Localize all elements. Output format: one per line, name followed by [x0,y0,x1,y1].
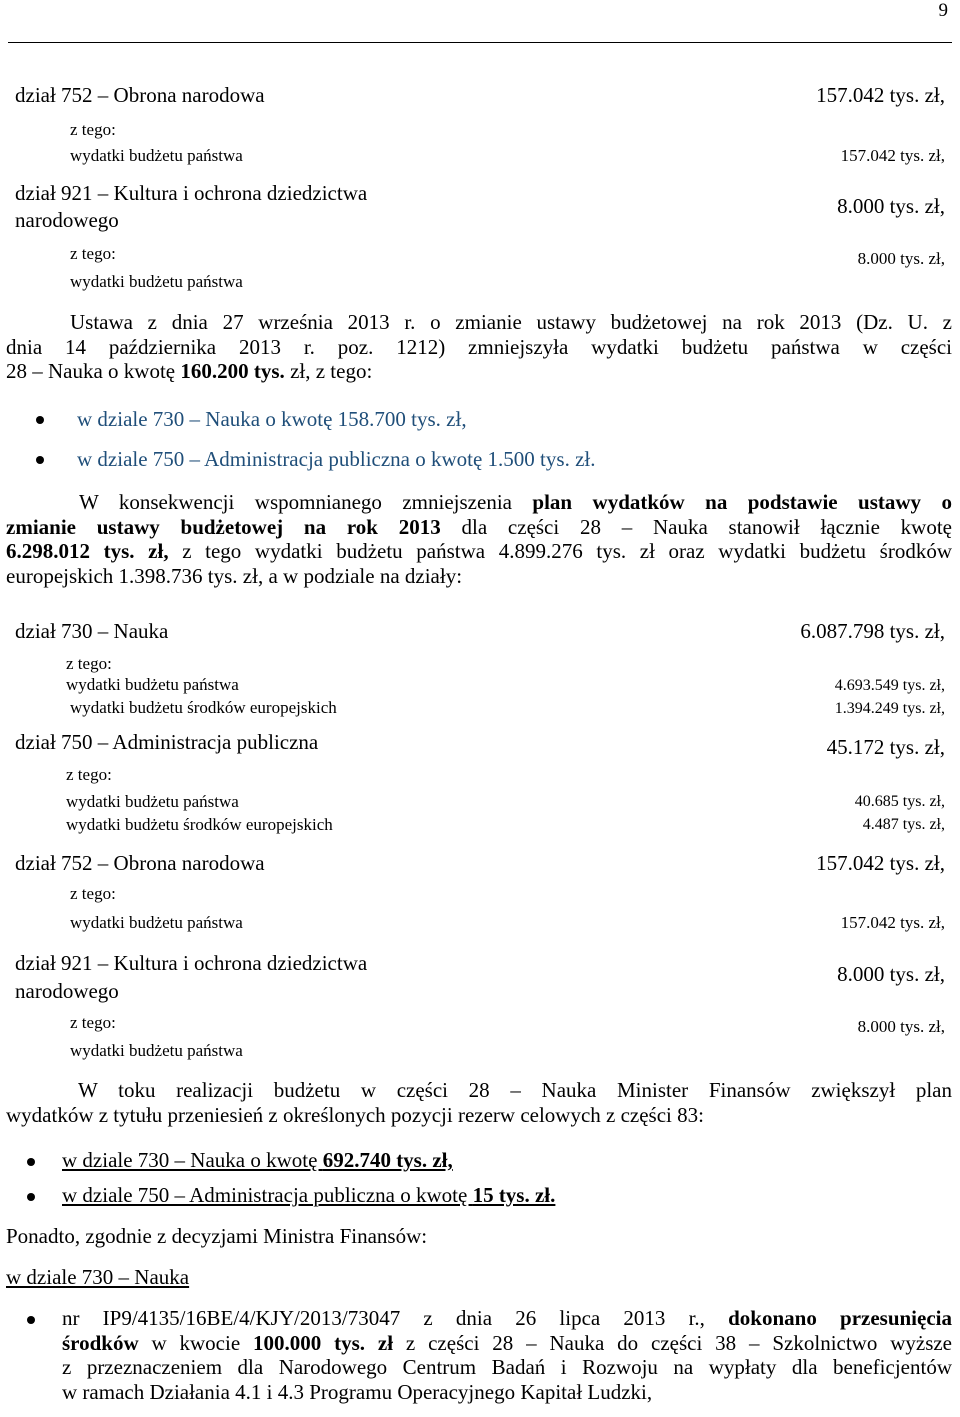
bullet-icon [27,1316,35,1324]
final-bullet-line-2-text-b: z części 28 – Nauka do części 38 – Szkolnictwo wyższe [393,1330,953,1355]
final-bullet-line-2-bold-b: 100.000 tys. zł [253,1330,394,1355]
final-bullet-line-2 [62,1331,952,1356]
bullet-item-text: w dziale 730 – Nauka o kwotę [62,1148,323,1172]
z-tego-label: z tego: [70,1013,116,1032]
konsekwencja-line-1-text: W konsekwencji wspomnianego zmniejszenia [79,490,533,514]
realizacja-line-2: wydatków z tytułu przeniesień z określonych pozycji rezerw celowych z części 83: [6,1102,704,1127]
realizacja-line-1: W toku realizacji budżetu w części 28 – Nauka Minister Finansów zwiększył plan [78,1078,952,1102]
konsekwencja-line-3-bold: 6.298.012 tys. zł, [6,539,169,563]
header-rule [8,42,952,43]
item-label: wydatki budżetu państwa [70,1041,243,1060]
item-amount: 8.000 tys. zł, [857,1017,945,1036]
bullet-item: w dziale 750 – Administracja publiczna o kwotę 1.500 tys. zł. [77,447,596,471]
bullet-icon [27,1158,35,1166]
amount-bold: 160.200 tys. [180,359,285,383]
section-amount: 6.087.798 tys. zł, [800,619,945,643]
item-label: wydatki budżetu państwa [66,675,239,694]
item-amount: 4.693.549 tys. zł, [834,677,945,694]
final-bullet-line-1-bold: dokonano przesunięcia [728,1306,952,1330]
ponadto-text: Ponadto, zgodnie z decyzjami Ministra Finansów: [6,1224,428,1248]
final-bullet-line-2-text-a: w kwocie [138,1330,254,1355]
section-amount: 157.042 tys. zł, [816,83,945,107]
item-amount: 157.042 tys. zł, [840,146,945,165]
bullet-icon [27,1193,35,1201]
konsekwencja-line-4: europejskich 1.398.736 tys. zł, a w podziale na działy: [6,563,463,588]
ustawa-line-1: Ustawa z dnia 27 września 2013 r. o zmianie ustawy budżetowej na rok 2013 (Dz. U. z [70,310,952,334]
item-amount: 40.685 tys. zł, [854,793,945,810]
bullet-icon [36,456,44,464]
final-bullet-text [62,1306,952,1404]
item-label: wydatki budżetu państwa [70,146,243,165]
section-label: dział 921 – Kultura i ochrona dziedzictwa [15,181,368,205]
item-label: wydatki budżetu państwa [70,272,243,291]
bullet-item-bold: 15 tys. zł. [472,1183,556,1207]
ustawa-line-2: dnia 14 października 2013 r. poz. 1212) zmniejszyła wydatki budżetu państwa w części [6,334,952,359]
item-label: wydatki budżetu środków europejskich [70,698,337,717]
item-label: wydatki budżetu państwa [70,913,243,932]
section-amount: 8.000 tys. zł, [837,962,945,986]
bullet-item: w dziale 730 – Nauka o kwotę 158.700 tys. zł, [77,407,467,431]
item-amount: 1.394.249 tys. zł, [834,700,945,717]
item-amount: 4.487 tys. zł, [862,816,945,833]
final-bullet-line-2-bold-a: środków [62,1330,139,1355]
section-label-cont: narodowego [15,208,119,232]
konsekwencja-line-1-bold: plan wydatków na podstawie ustawy o [532,490,952,514]
konsekwencja-paragraph [6,490,952,588]
ustawa-line-3-tail: zł, z tego: [284,359,373,383]
section-label: dział 752 – Obrona narodowa [15,851,265,875]
section-label: dział 750 – Administracja publiczna [15,730,319,754]
bullet-item [62,1183,555,1207]
z-tego-label: z tego: [66,654,112,673]
section-amount: 45.172 tys. zł, [826,735,945,759]
item-label: wydatki budżetu środków europejskich [66,815,333,834]
z-tego-label: z tego: [70,244,116,263]
konsekwencja-line-2 [6,515,952,540]
ustawa-line-3 [6,359,952,384]
bullet-item-text: w dziale 750 – Administracja publiczna o kwotę [62,1183,473,1207]
final-bullet-line-1-text: nr IP9/4135/16BE/4/KJY/2013/73047 z dnia 26 lipca 2013 r., [62,1306,729,1330]
page-number: 9 [938,0,948,21]
final-bullet-line-3: z przeznaczeniem dla Narodowego Centrum Badań i Rozwoju na wypłaty dla beneficjentów [62,1355,952,1379]
ustawa-line-3-text: 28 – Nauka o kwotę [6,359,181,383]
section-label: dział 921 – Kultura i ochrona dziedzictwa [15,951,368,975]
z-tego-label: z tego: [66,765,112,784]
final-bullet-line-1 [62,1306,952,1331]
section-label: dział 730 – Nauka [15,619,169,643]
item-amount: 8.000 tys. zł, [857,249,945,268]
section-label-cont: narodowego [15,979,119,1003]
konsekwencja-line-2-bold: zmianie ustawy budżetowej na rok 2013 [6,514,441,539]
realizacja-paragraph [6,1078,952,1127]
item-amount: 157.042 tys. zł, [840,913,945,932]
bullet-item [62,1148,453,1172]
dzial-730-heading [6,1265,189,1289]
item-label: wydatki budżetu państwa [66,792,239,811]
dzial-730-heading-text: w dziale 730 – Nauka [6,1265,190,1289]
section-label: dział 752 – Obrona narodowa [15,83,265,107]
konsekwencja-line-2-text: dla części 28 – Nauka stanowił łącznie kwotę [440,514,953,539]
section-amount: 157.042 tys. zł, [816,851,945,875]
final-bullet-line-4: w ramach Działania 4.1 i 4.3 Programu Operacyjnego Kapitał Ludzki, [62,1379,653,1404]
z-tego-label: z tego: [70,884,116,903]
konsekwencja-line-1 [6,490,952,515]
bullet-item-bold: 692.740 tys. zł, [322,1148,453,1172]
section-amount: 8.000 tys. zł, [837,194,945,218]
bullet-icon [36,416,44,424]
ustawa-paragraph [6,310,952,384]
z-tego-label: z tego: [70,120,116,139]
konsekwencja-line-3 [6,539,952,564]
konsekwencja-line-3-text: z tego wydatki budżetu państwa 4.899.276 tys. zł oraz wydatki budżetu środków [168,539,952,563]
